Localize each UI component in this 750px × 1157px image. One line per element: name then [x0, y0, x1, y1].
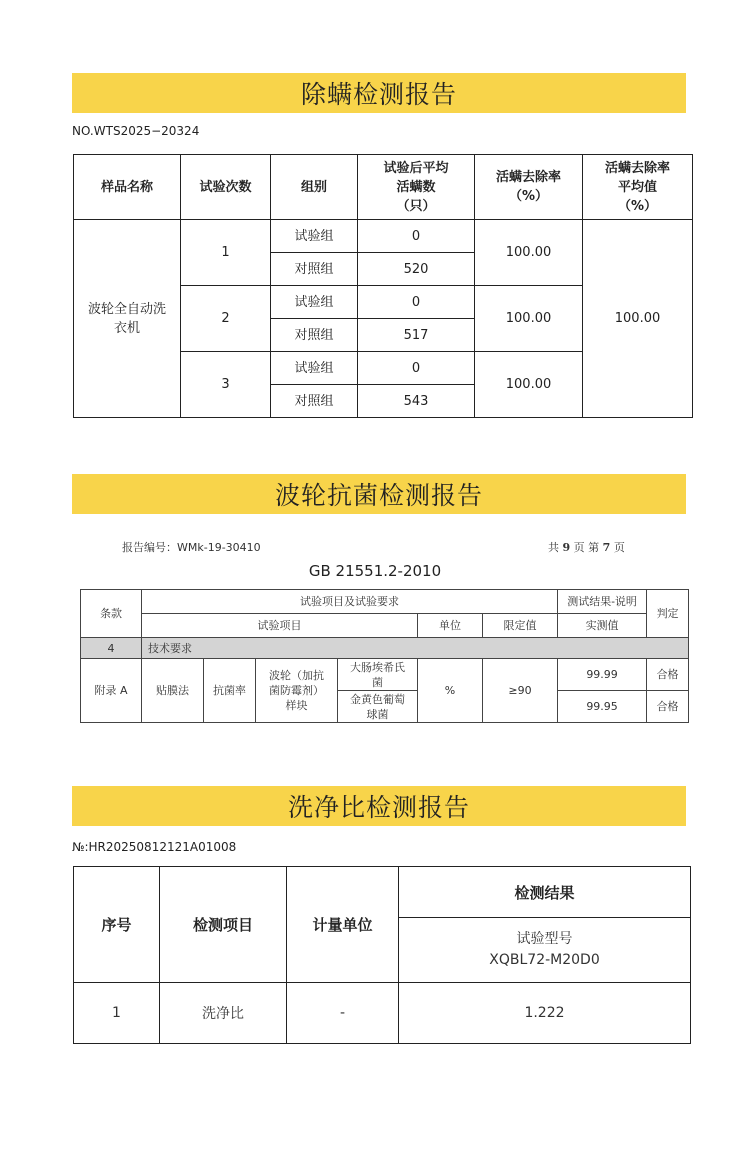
control-group-count: 543 [358, 385, 475, 418]
header-avg-rate-line3: （%） [617, 198, 658, 214]
sample-name-line2: 衣机 [113, 320, 140, 336]
mite-report-table [73, 154, 693, 418]
trial-number: 2 [181, 286, 271, 352]
table-row [74, 220, 693, 253]
sample-cell [256, 659, 338, 723]
measured-value: 99.99 [558, 659, 647, 691]
mite-report-title: 除螨检测报告 [72, 73, 686, 113]
metric-cell: 抗菌率 [204, 659, 256, 723]
header-result: 检测结果 [399, 867, 691, 918]
model-value: XQBL72-M20D0 [489, 952, 600, 968]
sample-name-line1: 波轮全自动洗 [87, 301, 166, 317]
page-middle-text: 页 第 [573, 541, 600, 554]
verdict-cell: 合格 [647, 659, 689, 691]
result-value: 1.222 [399, 983, 691, 1044]
header-removal-rate [475, 155, 583, 220]
trial-number: 1 [181, 220, 271, 286]
verdict-cell: 合格 [647, 691, 689, 723]
header-avg-rate-line2: 平均值 [617, 179, 657, 195]
page-suffix: 页 [613, 541, 625, 554]
trial-number: 3 [181, 352, 271, 418]
header-avg-mites-line1: 试验后平均 [383, 160, 449, 176]
header-verdict: 判定 [647, 590, 689, 638]
table-row [81, 659, 689, 691]
table-header-row [81, 614, 689, 638]
bacteria-name-line1: 大肠埃希氏 [350, 660, 405, 674]
section-number: 4 [81, 638, 142, 659]
header-removal-rate-line1: 活螨去除率 [495, 170, 561, 185]
sample-line2: 菌防霉剂） [269, 684, 324, 697]
header-test-count: 试验次数 [181, 155, 271, 220]
test-group-label: 试验组 [271, 352, 358, 385]
header-test-item: 试验项目 [142, 614, 418, 638]
header-avg-mites-line2: 活螨数 [396, 179, 436, 195]
test-group-count: 0 [358, 286, 475, 319]
limit-cell: ≥90 [483, 659, 558, 723]
appendix-cell: 附录 A [81, 659, 142, 723]
table-header-row [74, 155, 693, 220]
model-cell [399, 918, 691, 983]
measured-value: 99.95 [558, 691, 647, 723]
header-removal-rate-line2: （%） [508, 189, 549, 204]
table-header-row [81, 590, 689, 614]
seq-cell: 1 [74, 983, 160, 1044]
control-group-count: 517 [358, 319, 475, 352]
table-row [74, 983, 691, 1044]
report-number-value: WMk-19-30410 [177, 541, 261, 554]
sample-line1: 波轮（加抗 [269, 669, 324, 682]
header-avg-mites-line3: （只） [396, 198, 436, 214]
header-sample-name: 样品名称 [74, 155, 181, 220]
table-header-row [74, 867, 691, 918]
header-limit: 限定值 [483, 614, 558, 638]
removal-rate: 100.00 [475, 220, 583, 286]
item-cell: 洗净比 [160, 983, 287, 1044]
page-current: 7 [602, 541, 611, 554]
header-seq: 序号 [74, 867, 160, 983]
header-avg-rate-line1: 活螨去除率 [604, 160, 670, 176]
washing-table [73, 866, 691, 1044]
bacteria-name-line2: 球菌 [366, 707, 389, 721]
sample-line3: 样块 [285, 699, 308, 712]
page-total-prefix: 共 [548, 541, 559, 554]
section-name: 技术要求 [142, 638, 689, 659]
bacteria-name [338, 691, 418, 723]
removal-rate: 100.00 [475, 286, 583, 352]
header-avg-mites [358, 155, 475, 220]
header-unit: 单位 [418, 614, 483, 638]
header-result-note: 测试结果-说明 [558, 590, 647, 614]
control-group-label: 对照组 [271, 319, 358, 352]
test-group-count: 0 [358, 352, 475, 385]
control-group-count: 520 [358, 253, 475, 286]
section-row [81, 638, 689, 659]
control-group-label: 对照组 [271, 253, 358, 286]
antibacterial-report-number [122, 539, 261, 555]
washing-report-title: 洗净比检测报告 [72, 786, 686, 826]
removal-rate: 100.00 [475, 352, 583, 418]
header-items-requirements: 试验项目及试验要求 [142, 590, 558, 614]
unit-cell: % [418, 659, 483, 723]
bacteria-name-line2: 菌 [372, 675, 383, 689]
header-measured: 实测值 [558, 614, 647, 638]
page-indicator [548, 539, 625, 555]
report-number-label: 报告编号： [122, 541, 177, 554]
test-group-label: 试验组 [271, 286, 358, 319]
antibacterial-table [80, 589, 689, 723]
mite-report-number: NO.WTS2025−20324 [72, 124, 200, 138]
unit-cell: - [287, 983, 399, 1044]
header-group: 组别 [271, 155, 358, 220]
control-group-label: 对照组 [271, 385, 358, 418]
header-unit: 计量单位 [287, 867, 399, 983]
header-item: 检测项目 [160, 867, 287, 983]
header-avg-rate [583, 155, 693, 220]
washing-report-number: №:HR20250812121A01008 [72, 840, 237, 854]
bacteria-name [338, 659, 418, 691]
page-total: 9 [562, 541, 571, 554]
sample-name-cell [74, 220, 181, 418]
header-clause: 条款 [81, 590, 142, 638]
standard-code: GB 21551.2-2010 [308, 562, 442, 580]
method-cell: 贴膜法 [142, 659, 204, 723]
test-group-count: 0 [358, 220, 475, 253]
test-group-label: 试验组 [271, 220, 358, 253]
model-label: 试验型号 [516, 931, 573, 947]
bacteria-name-line1: 金黄色葡萄 [350, 692, 405, 706]
average-rate: 100.00 [583, 220, 693, 418]
antibacterial-report-title: 波轮抗菌检测报告 [72, 474, 686, 514]
